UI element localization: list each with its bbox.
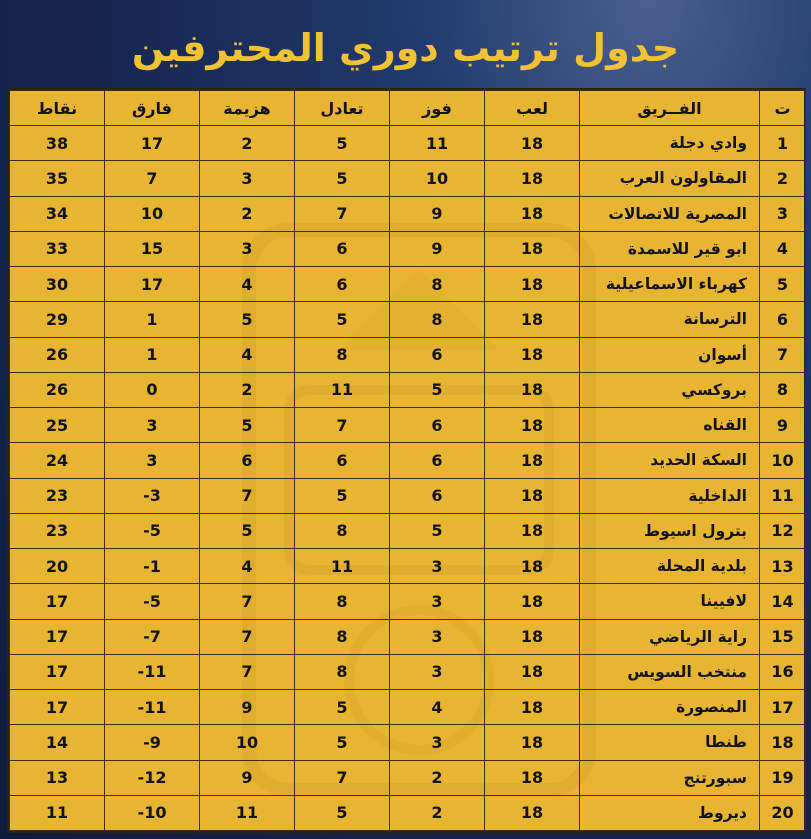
cell-won: 3 [390,584,485,619]
cell-diff: 7 [105,161,200,196]
cell-lost: 7 [200,619,295,654]
table-row [10,231,806,266]
cell-diff: 0 [105,372,200,407]
cell-lost: 7 [200,478,295,513]
header-team: الفــريق [580,91,760,126]
cell-diff: 1- [105,549,200,584]
cell-rank: 2 [760,161,806,196]
cell-points: 26 [10,372,105,407]
cell-played: 18 [485,443,580,478]
cell-rank: 20 [760,795,806,830]
cell-points: 17 [10,584,105,619]
cell-rank: 11 [760,478,806,513]
cell-drawn: 11 [295,372,390,407]
header-diff: فارق [105,91,200,126]
cell-points: 17 [10,619,105,654]
cell-rank: 12 [760,513,806,548]
cell-won: 10 [390,161,485,196]
page-title: جدول ترتيب دوري المحترفين [131,26,680,70]
table-row [10,126,806,161]
cell-diff: 10 [105,196,200,231]
table-row [10,549,806,584]
cell-diff: 11- [105,654,200,689]
cell-points: 17 [10,654,105,689]
header-lost: هزيمة [200,91,295,126]
cell-drawn: 5 [295,690,390,725]
cell-played: 18 [485,231,580,266]
cell-diff: 11- [105,690,200,725]
cell-points: 38 [10,126,105,161]
standings-table-container [7,88,806,833]
header-points: نقاط [10,91,105,126]
cell-lost: 7 [200,654,295,689]
table-row [10,302,806,337]
cell-team: راية الرياضي [580,619,760,654]
cell-team: بلدية المحلة [580,549,760,584]
cell-team: طنطا [580,725,760,760]
cell-played: 18 [485,619,580,654]
table-row [10,513,806,548]
cell-played: 18 [485,760,580,795]
cell-team: السكة الحديد [580,443,760,478]
cell-rank: 9 [760,408,806,443]
cell-played: 18 [485,337,580,372]
cell-lost: 3 [200,161,295,196]
header-won: فوز [390,91,485,126]
cell-drawn: 8 [295,513,390,548]
cell-drawn: 6 [295,231,390,266]
cell-points: 23 [10,513,105,548]
table-row [10,619,806,654]
cell-diff: 3 [105,408,200,443]
cell-lost: 9 [200,690,295,725]
cell-diff: 17 [105,126,200,161]
cell-played: 18 [485,302,580,337]
cell-drawn: 5 [295,302,390,337]
cell-won: 4 [390,690,485,725]
cell-won: 2 [390,760,485,795]
header-played: لعب [485,91,580,126]
cell-won: 3 [390,725,485,760]
cell-won: 6 [390,443,485,478]
cell-lost: 2 [200,372,295,407]
cell-diff: 15 [105,231,200,266]
cell-team: المنصورة [580,690,760,725]
cell-lost: 4 [200,337,295,372]
cell-points: 30 [10,267,105,302]
cell-lost: 9 [200,760,295,795]
cell-diff: 10- [105,795,200,830]
cell-team: القناه [580,408,760,443]
cell-team: ديروط [580,795,760,830]
cell-rank: 17 [760,690,806,725]
table-row [10,690,806,725]
cell-points: 23 [10,478,105,513]
cell-drawn: 6 [295,267,390,302]
cell-played: 18 [485,126,580,161]
cell-played: 18 [485,584,580,619]
cell-won: 5 [390,372,485,407]
cell-diff: 3 [105,443,200,478]
cell-lost: 4 [200,549,295,584]
cell-points: 35 [10,161,105,196]
cell-rank: 6 [760,302,806,337]
cell-drawn: 7 [295,408,390,443]
cell-team: ابو قير للاسمدة [580,231,760,266]
cell-rank: 8 [760,372,806,407]
cell-diff: 12- [105,760,200,795]
cell-team: بترول اسيوط [580,513,760,548]
cell-points: 11 [10,795,105,830]
cell-team: منتخب السويس [580,654,760,689]
cell-drawn: 8 [295,619,390,654]
cell-team: المصرية للاتصالات [580,196,760,231]
cell-lost: 2 [200,196,295,231]
cell-team: الترسانة [580,302,760,337]
table-row [10,372,806,407]
cell-rank: 19 [760,760,806,795]
cell-won: 3 [390,549,485,584]
cell-won: 3 [390,654,485,689]
cell-won: 6 [390,337,485,372]
cell-drawn: 7 [295,196,390,231]
cell-diff: 7- [105,619,200,654]
cell-lost: 6 [200,443,295,478]
table-row [10,161,806,196]
cell-lost: 5 [200,302,295,337]
cell-team: وادي دجلة [580,126,760,161]
cell-rank: 10 [760,443,806,478]
cell-team: كهرباء الاسماعيلية [580,267,760,302]
cell-played: 18 [485,478,580,513]
cell-lost: 5 [200,408,295,443]
cell-points: 24 [10,443,105,478]
cell-lost: 2 [200,126,295,161]
cell-lost: 3 [200,231,295,266]
cell-won: 8 [390,267,485,302]
cell-points: 34 [10,196,105,231]
cell-drawn: 6 [295,443,390,478]
cell-diff: 5- [105,513,200,548]
cell-team: الداخلية [580,478,760,513]
header-drawn: تعادل [295,91,390,126]
cell-won: 2 [390,795,485,830]
cell-diff: 5- [105,584,200,619]
cell-lost: 4 [200,267,295,302]
cell-played: 18 [485,161,580,196]
cell-played: 18 [485,267,580,302]
cell-points: 20 [10,549,105,584]
cell-drawn: 5 [295,478,390,513]
table-row [10,408,806,443]
cell-played: 18 [485,372,580,407]
cell-points: 26 [10,337,105,372]
cell-won: 9 [390,231,485,266]
cell-played: 18 [485,654,580,689]
cell-drawn: 8 [295,337,390,372]
cell-team: لافيينا [580,584,760,619]
cell-points: 25 [10,408,105,443]
cell-drawn: 8 [295,584,390,619]
cell-lost: 10 [200,725,295,760]
table-row [10,443,806,478]
cell-rank: 16 [760,654,806,689]
table-row [10,267,806,302]
cell-drawn: 5 [295,126,390,161]
cell-team: أسوان [580,337,760,372]
table-row [10,760,806,795]
cell-played: 18 [485,725,580,760]
cell-team: المقاولون العرب [580,161,760,196]
cell-played: 18 [485,795,580,830]
standings-table [9,90,806,831]
cell-played: 18 [485,408,580,443]
table-row [10,478,806,513]
cell-played: 18 [485,196,580,231]
cell-rank: 3 [760,196,806,231]
table-row [10,196,806,231]
cell-rank: 1 [760,126,806,161]
cell-diff: 1 [105,302,200,337]
header-rank: ت [760,91,806,126]
table-header-row [10,91,806,126]
cell-rank: 7 [760,337,806,372]
cell-diff: 17 [105,267,200,302]
cell-rank: 18 [760,725,806,760]
cell-won: 3 [390,619,485,654]
cell-diff: 9- [105,725,200,760]
cell-played: 18 [485,690,580,725]
table-row [10,584,806,619]
cell-lost: 7 [200,584,295,619]
cell-team: بروكسي [580,372,760,407]
cell-rank: 5 [760,267,806,302]
table-row [10,654,806,689]
cell-drawn: 5 [295,725,390,760]
cell-diff: 3- [105,478,200,513]
table-row [10,795,806,830]
cell-won: 6 [390,408,485,443]
cell-rank: 4 [760,231,806,266]
cell-drawn: 11 [295,549,390,584]
cell-lost: 11 [200,795,295,830]
cell-rank: 13 [760,549,806,584]
cell-won: 6 [390,478,485,513]
cell-won: 11 [390,126,485,161]
cell-played: 18 [485,513,580,548]
cell-points: 33 [10,231,105,266]
cell-rank: 14 [760,584,806,619]
cell-won: 9 [390,196,485,231]
cell-drawn: 8 [295,654,390,689]
cell-points: 17 [10,690,105,725]
cell-lost: 5 [200,513,295,548]
cell-points: 14 [10,725,105,760]
table-row [10,337,806,372]
cell-won: 5 [390,513,485,548]
cell-played: 18 [485,549,580,584]
cell-won: 8 [390,302,485,337]
cell-points: 29 [10,302,105,337]
cell-points: 13 [10,760,105,795]
cell-team: سبورتنج [580,760,760,795]
cell-rank: 15 [760,619,806,654]
cell-drawn: 5 [295,795,390,830]
cell-drawn: 5 [295,161,390,196]
cell-drawn: 7 [295,760,390,795]
cell-diff: 1 [105,337,200,372]
table-row [10,725,806,760]
